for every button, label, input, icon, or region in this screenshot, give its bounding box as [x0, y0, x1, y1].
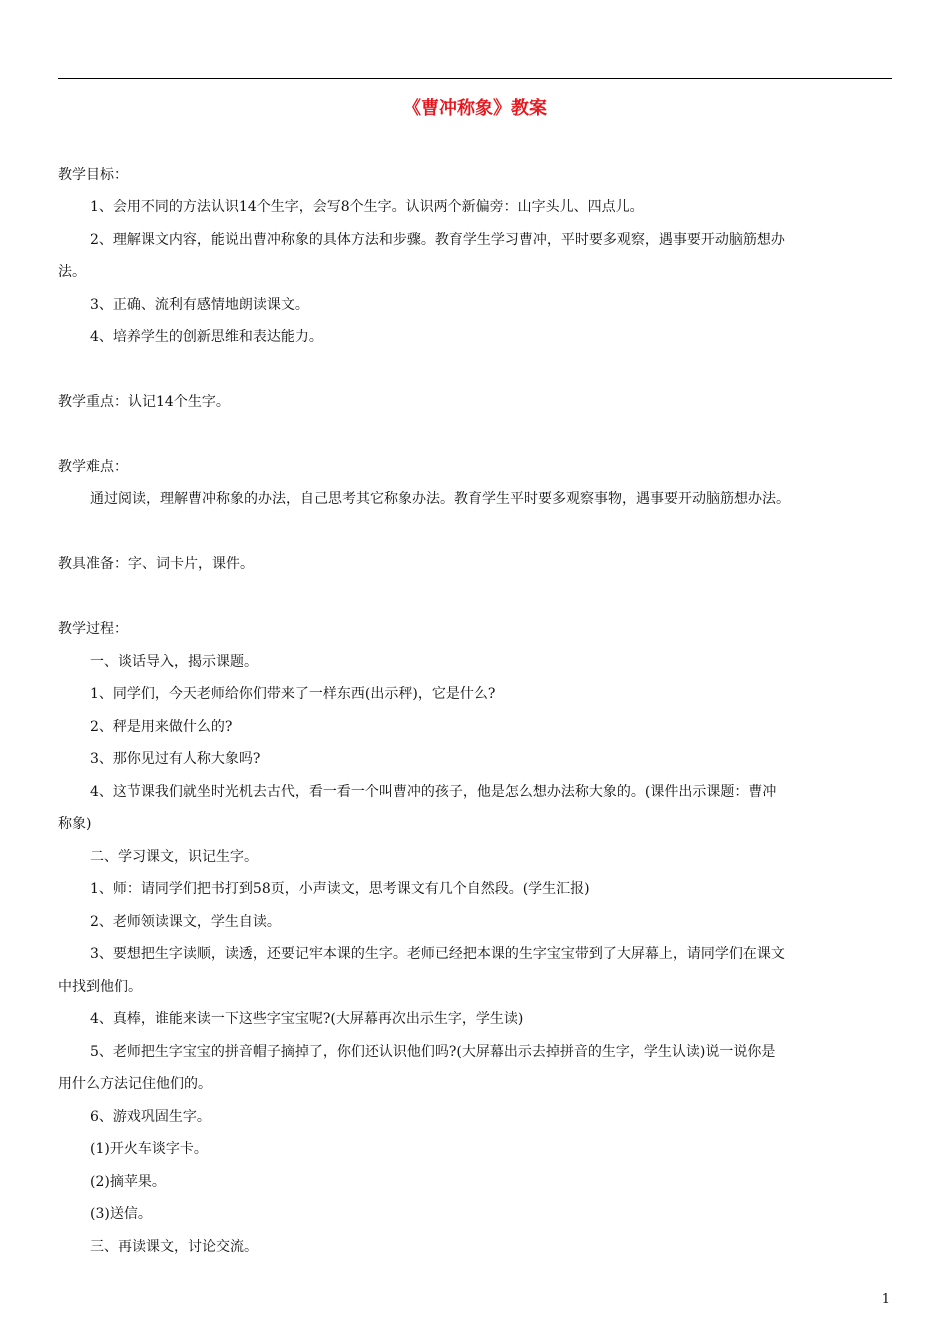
section-1-item-4-continued: 称象) [58, 816, 92, 832]
document-title: 《曹冲称象》教案 [403, 98, 547, 119]
section-2-item-3: 3、要想把生字读顺，读透，还要记牢本课的生字。老师已经把本课的生字宝宝带到了大屏幕上，请同学们在课文 [90, 946, 785, 962]
key-point: 教学重点：认记14个生字。 [58, 394, 230, 410]
section-2-item-2: 2、老师领读课文，学生自读。 [90, 914, 281, 930]
objective-item-4: 4、培养学生的创新思维和表达能力。 [90, 329, 323, 345]
section-2-item-5: 5、老师把生字宝宝的拼音帽子摘掉了，你们还认识他们吗?(大屏幕出示去掉拼音的生字，学生认读)说一说你是 [90, 1044, 776, 1060]
section-1-item-4: 4、这节课我们就坐时光机去古代，看一看一个叫曹冲的孩子，他是怎么想办法称大象的。(课件出示课题：曹冲 [90, 784, 777, 800]
difficulty-text: 通过阅读，理解曹冲称象的办法，自己思考其它称象办法。教育学生平时要多观察事物，遇事要开动脑筋想办法。 [90, 491, 790, 507]
header-rule [58, 78, 892, 79]
section-1-item-3: 3、那你见过有人称大象吗? [90, 751, 261, 767]
section-2-item-3-continued: 中找到他们。 [58, 979, 142, 995]
section-2-item-1: 1、师：请同学们把书打到58页，小声读文，思考课文有几个自然段。(学生汇报) [90, 881, 590, 897]
section-2-title: 二、学习课文，识记生字。 [90, 849, 258, 865]
section-2-item-6: 6、游戏巩固生字。 [90, 1109, 211, 1125]
materials: 教具准备：字、词卡片，课件。 [58, 556, 254, 572]
game-item-2: (2)摘苹果。 [90, 1174, 166, 1190]
objective-item-2-continued: 法。 [58, 264, 86, 280]
section-1-item-2: 2、秤是用来做什么的? [90, 719, 233, 735]
difficulty-heading: 教学难点： [58, 459, 128, 475]
game-item-3: (3)送信。 [90, 1206, 152, 1222]
section-2-item-4: 4、真棒，谁能来读一下这些字宝宝呢?(大屏幕再次出示生字，学生读) [90, 1011, 524, 1027]
section-1-item-1: 1、同学们，今天老师给你们带来了一样东西(出示秤)，它是什么? [90, 686, 496, 702]
section-2-item-5-continued: 用什么方法记住他们的。 [58, 1076, 212, 1092]
objective-item-2: 2、理解课文内容，能说出曹冲称象的具体方法和步骤。教育学生学习曹冲，平时要多观察，遇事要开动脑筋想办 [90, 232, 785, 248]
section-3-title: 三、再读课文，讨论交流。 [90, 1239, 258, 1255]
objective-item-3: 3、正确、流利有感情地朗读课文。 [90, 297, 309, 313]
objectives-heading: 教学目标： [58, 167, 128, 183]
objective-item-1: 1、会用不同的方法认识14个生字，会写8个生字。认识两个新偏旁：山字头儿、四点儿。 [90, 199, 644, 215]
game-item-1: (1)开火车谈字卡。 [90, 1141, 208, 1157]
page-number: 1 [881, 1292, 890, 1307]
section-1-title: 一、谈话导入，揭示课题。 [90, 654, 258, 670]
process-heading: 教学过程： [58, 621, 128, 637]
